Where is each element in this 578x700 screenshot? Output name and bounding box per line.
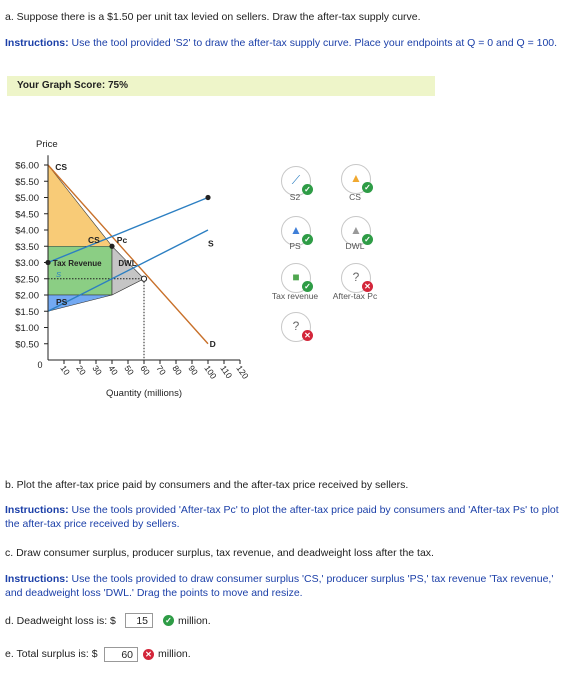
dwl-label: DWL	[118, 258, 137, 268]
cs-label: CS	[88, 235, 100, 245]
question-c: c. Draw consumer surplus, producer surplus, tax revenue, and deadweight loss after the tax.	[5, 547, 434, 559]
consumer-surplus-area	[48, 165, 112, 246]
supply-demand-chart[interactable]	[0, 130, 270, 415]
tool-label: After-tax Pc	[332, 291, 378, 301]
instructions-text: Use the tools provided 'After-tax Pc' to plot the after-tax price paid by consumers and 'After-tax Ps' to plot the after-tax price received by sellers.	[5, 504, 559, 530]
question-e-suffix: million.	[158, 648, 191, 660]
x-tick-label: 90	[186, 363, 200, 377]
instructions-label: Instructions:	[5, 573, 69, 585]
question-d-suffix: million.	[178, 615, 211, 627]
equilibrium-point	[141, 276, 146, 281]
question-b: b. Plot the after-tax price paid by consumers and the after-tax price received by sellers.	[5, 479, 409, 491]
tool-glyph-icon: ▲	[350, 223, 362, 237]
tool-glyph-icon: ?	[292, 319, 300, 333]
d-label: D	[209, 339, 216, 349]
score-text: Your Graph Score: 75%	[17, 80, 128, 91]
tool-label: DWL	[345, 241, 365, 251]
x-tick-label: 60	[138, 363, 152, 377]
y-tick-label: $4.50	[15, 209, 39, 221]
correct-icon: ✓	[302, 184, 313, 195]
tool-glyph-icon: ⟋	[291, 173, 301, 187]
y-tick-label: $0.50	[15, 339, 39, 351]
tax-revenue-label: Tax Revenue	[52, 258, 102, 268]
s2-hint-label: S	[56, 270, 62, 280]
x-tick-label: 100	[202, 363, 219, 381]
incorrect-icon: ✕	[302, 330, 313, 341]
instructions-label: Instructions:	[5, 37, 69, 49]
after-tax-ps-tool[interactable]	[281, 312, 311, 342]
x-tick-label: 30	[90, 363, 104, 377]
tool-label: CS	[349, 192, 361, 202]
tool-glyph-icon: ■	[292, 270, 300, 284]
x-tick-label: 70	[154, 363, 168, 377]
y-tick-label: $5.00	[15, 193, 39, 204]
score-banner	[7, 76, 435, 96]
tax-revenue-tool[interactable]	[281, 263, 311, 293]
x-axis-title: Quantity (millions)	[105, 388, 183, 399]
correct-icon: ✓	[362, 234, 373, 245]
y-tick-label: $5.50	[15, 176, 39, 188]
x-tick-label: 10	[58, 363, 72, 377]
y-tick-label: $3.50	[15, 241, 39, 253]
x-tick-label: 50	[122, 363, 136, 377]
x-tick-label: 80	[170, 363, 184, 377]
correct-icon: ✓	[302, 281, 313, 292]
y-tick-label: $6.00	[15, 160, 39, 172]
ps-label: PS	[56, 296, 68, 307]
y-tick-label: $2.50	[15, 274, 39, 286]
instructions-a	[5, 36, 570, 50]
x-tick-label: 20	[74, 363, 88, 377]
after-tax-pc-tool[interactable]	[341, 263, 371, 293]
incorrect-icon: ✕	[362, 281, 373, 292]
total-surplus-input[interactable]: 60	[104, 647, 138, 662]
tool-glyph-icon: ▲	[290, 223, 302, 237]
y-tick-label: $1.50	[15, 306, 39, 318]
tool-glyph-icon: ▲	[350, 171, 362, 185]
x-tick-label: 120	[234, 363, 251, 381]
cs-tool[interactable]	[341, 164, 371, 194]
deadweight-loss-input[interactable]: 15	[125, 613, 153, 628]
tool-label: S2	[289, 192, 301, 202]
tool-label: PS	[289, 241, 301, 251]
question-e-label: e. Total surplus is: $	[5, 648, 98, 660]
y-axis-title: Price	[36, 139, 58, 150]
y-tick-label: $1.00	[15, 323, 39, 334]
instructions-b	[5, 503, 570, 531]
pc-point	[109, 244, 114, 249]
cs-label-top: CS	[55, 161, 68, 172]
instructions-text: Use the tools provided to draw consumer surplus 'CS,' producer surplus 'PS,' tax revenue 'Tax revenue,' and deadweight loss 'DWL.' Drag the points to move and resize.	[5, 573, 554, 599]
instructions-text: Use the tool provided 'S2' to draw the after-tax supply curve. Place your endpoints at Q = 0 and Q = 100.	[68, 37, 558, 49]
incorrect-icon: ✕	[143, 649, 154, 660]
y-tick-label: $2.00	[15, 290, 39, 302]
s-label: S	[208, 238, 214, 249]
s2-end-point	[205, 195, 210, 200]
pc-label: Pc	[116, 235, 128, 245]
x-tick-label: 110	[218, 363, 235, 381]
tool-label: Tax revenue	[271, 291, 319, 301]
correct-icon: ✓	[163, 615, 174, 626]
correct-icon: ✓	[362, 182, 373, 193]
y-tick-label: $3.00	[15, 258, 39, 269]
y-tick-label: $4.00	[15, 225, 39, 237]
question-a: a. Suppose there is a $1.50 per unit tax levied on sellers. Draw the after-tax supply curve.	[5, 11, 421, 23]
instructions-c	[5, 572, 570, 600]
instructions-label: Instructions:	[5, 504, 69, 516]
tool-glyph-icon: ?	[352, 270, 360, 284]
x-tick-label: 40	[106, 363, 120, 377]
x-tick-label: 0	[37, 360, 43, 370]
correct-icon: ✓	[302, 234, 313, 245]
question-d-label: d. Deadweight loss is: $	[5, 615, 116, 627]
